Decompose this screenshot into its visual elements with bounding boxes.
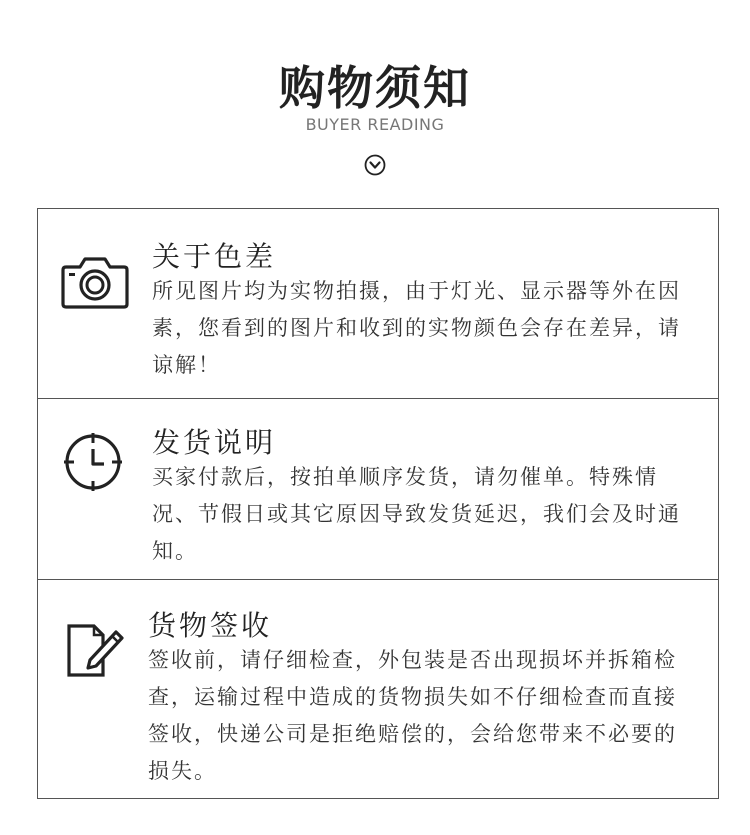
page-subtitle: BUYER READING — [305, 115, 445, 134]
chevron-down-circle-icon — [364, 154, 386, 176]
clock-icon — [62, 431, 124, 493]
section-body: 所见图片均为实物拍摄，由于灯光、显示器等外在因素，您看到的图片和收到的实物颜色会存在差异，请谅解！ — [152, 279, 681, 377]
page-title: 购物须知 — [279, 61, 471, 115]
section-receiving — [38, 580, 718, 798]
section-color-difference — [38, 209, 718, 398]
section-title: 货物签收 — [148, 609, 273, 642]
section-body: 买家付款后，按拍单顺序发货，请勿催单。特殊情况、节假日或其它原因导致发货延迟，我们会及时通知。 — [152, 465, 681, 563]
section-body: 签收前，请仔细检查，外包装是否出现损坏并拆箱检查，运输过程中造成的货物损失如不仔细检查而直接签收，快递公司是拒绝赔偿的，会给您带来不必要的损失。 — [148, 648, 677, 783]
section-title: 发货说明 — [152, 426, 277, 459]
document-edit-icon — [66, 622, 128, 678]
notice-box — [37, 208, 719, 799]
camera-icon — [60, 253, 130, 309]
section-title: 关于色差 — [152, 240, 277, 273]
section-shipping — [38, 399, 718, 579]
